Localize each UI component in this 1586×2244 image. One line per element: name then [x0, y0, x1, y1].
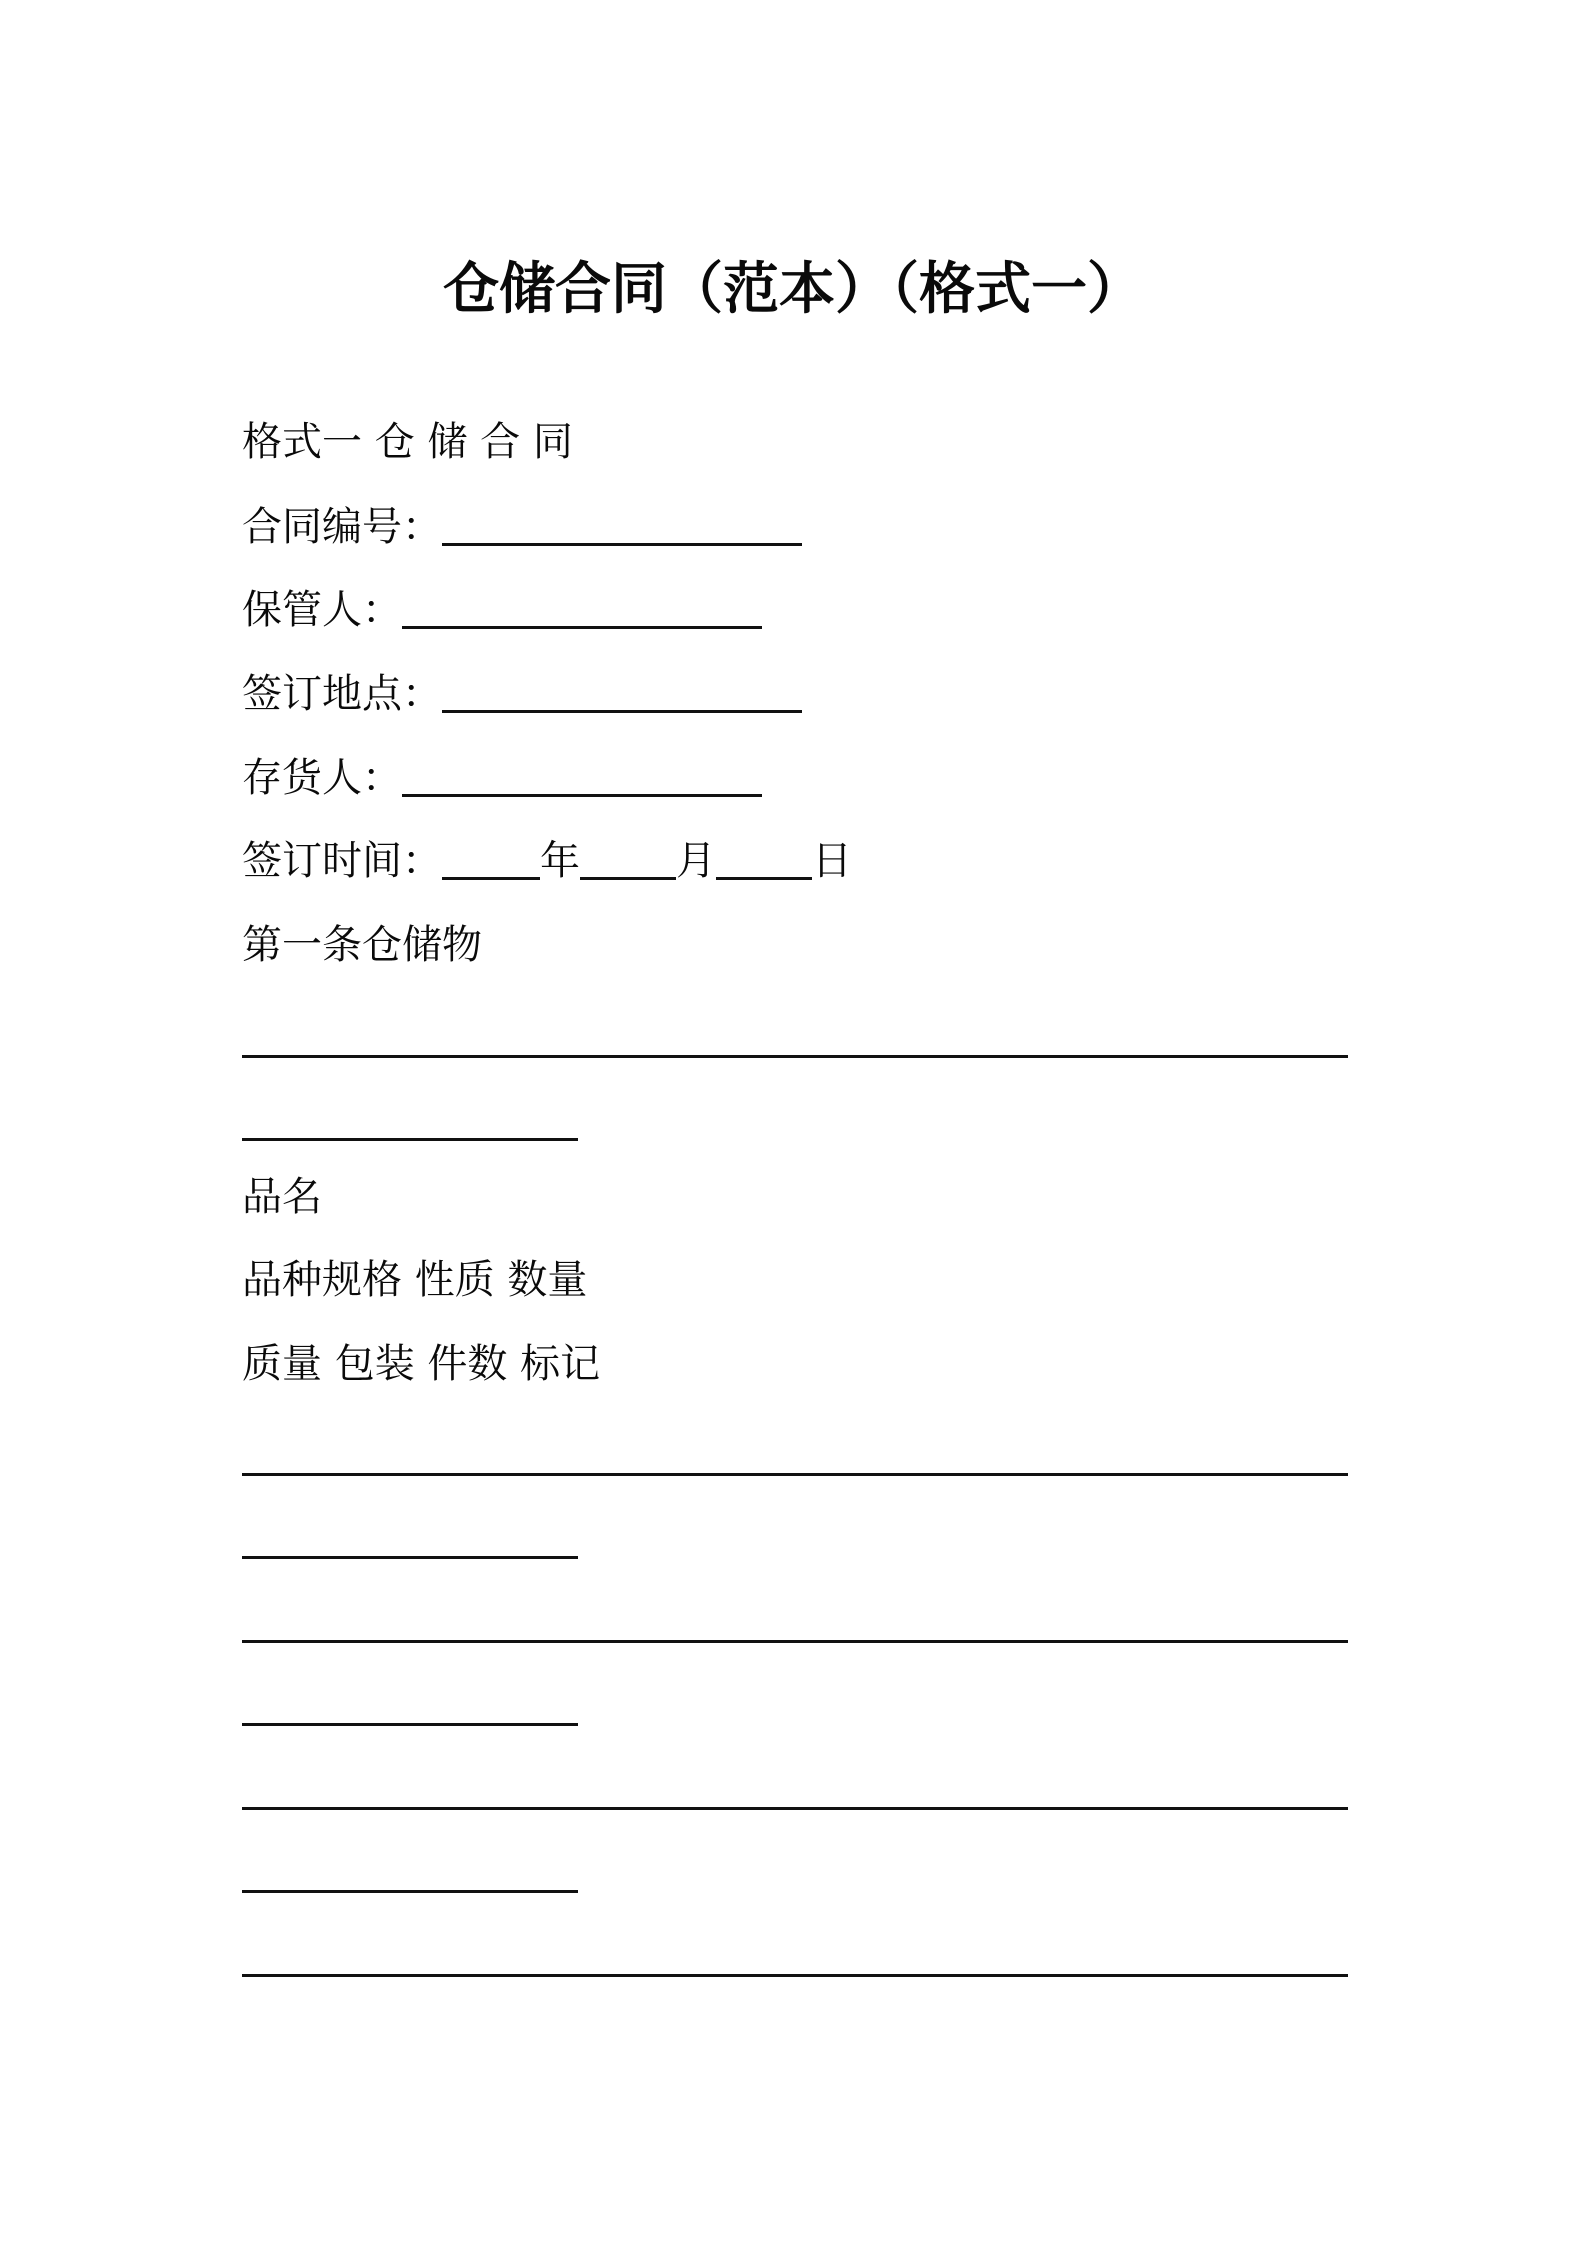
- year-blank[interactable]: [442, 877, 540, 880]
- contract-number-field: [242, 497, 802, 557]
- fill-line-2[interactable]: [242, 1473, 1348, 1476]
- fill-line-3-continued[interactable]: [242, 1723, 578, 1726]
- fill-line-5[interactable]: [242, 1974, 1348, 1977]
- month-blank[interactable]: [580, 877, 676, 880]
- sign-place-label: 签订地点：: [242, 671, 442, 717]
- sign-time-label: 签订时间：: [242, 838, 442, 884]
- contract-number-blank[interactable]: [442, 543, 802, 546]
- day-blank[interactable]: [716, 877, 812, 880]
- format-heading: 格式一 仓 储 合 同: [242, 419, 573, 465]
- fill-line-1[interactable]: [242, 1055, 1348, 1058]
- fill-line-3[interactable]: [242, 1640, 1348, 1643]
- sign-place-blank[interactable]: [442, 710, 802, 713]
- depositor-label: 存货人：: [242, 755, 402, 801]
- goods-header-quality: 质量 包装 件数 标记: [242, 1341, 601, 1387]
- sign-time-field: [242, 831, 852, 891]
- custodian-label: 保管人：: [242, 587, 402, 633]
- goods-header-spec: 品种规格 性质 数量: [242, 1257, 588, 1303]
- article-1-heading: 第一条仓储物: [242, 922, 482, 968]
- depositor-field: [242, 748, 762, 808]
- fill-line-4-continued[interactable]: [242, 1890, 578, 1893]
- fill-line-4[interactable]: [242, 1807, 1348, 1810]
- custodian-blank[interactable]: [402, 626, 762, 629]
- month-label: 月: [676, 838, 716, 884]
- fill-line-2-continued[interactable]: [242, 1556, 578, 1559]
- depositor-blank[interactable]: [402, 794, 762, 797]
- sign-place-field: [242, 664, 802, 724]
- fill-line-1-continued[interactable]: [242, 1138, 578, 1141]
- contract-number-label: 合同编号：: [242, 504, 442, 550]
- day-label: 日: [812, 838, 852, 884]
- year-label: 年: [540, 838, 580, 884]
- goods-header-name: 品名: [242, 1174, 322, 1220]
- custodian-field: [242, 580, 762, 640]
- document-title: 仓储合同（范本）（格式一）: [443, 257, 1143, 322]
